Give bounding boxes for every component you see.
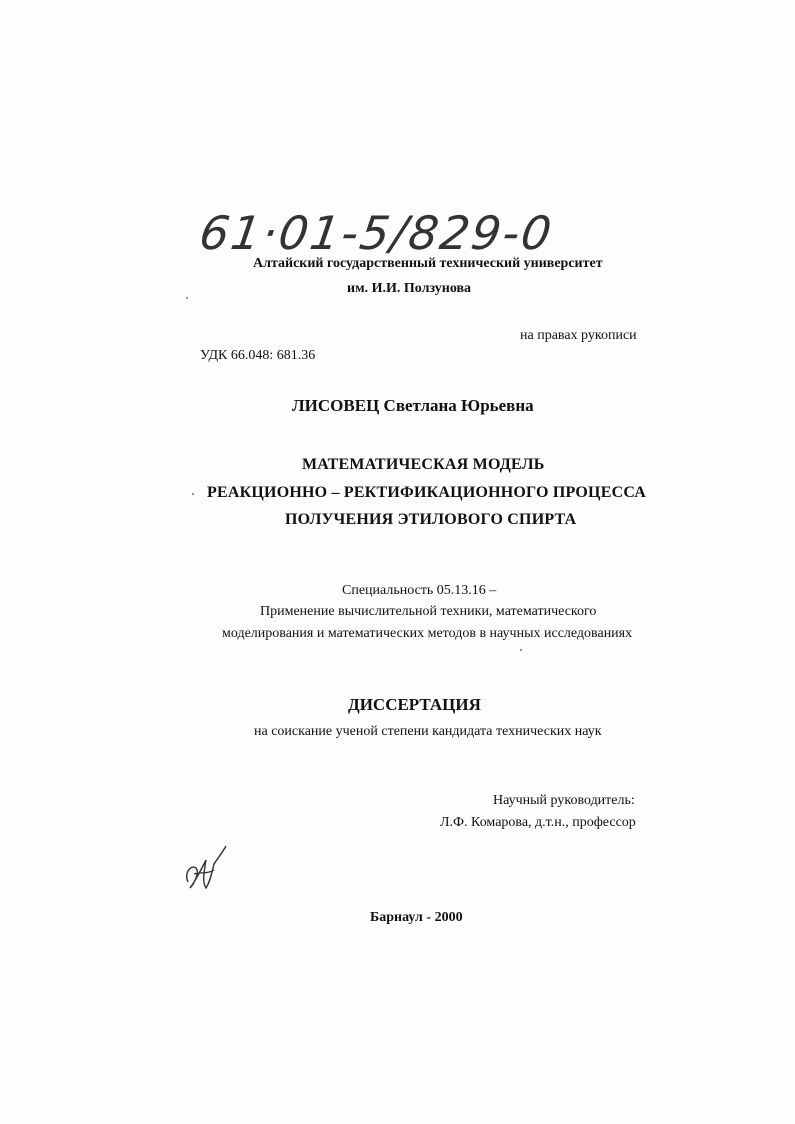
- thesis-title-line-1: МАТЕМАТИЧЕСКАЯ МОДЕЛЬ: [302, 456, 545, 473]
- document-type-heading: ДИССЕРТАЦИЯ: [348, 695, 481, 714]
- speciality-code: Специальность 05.13.16 –: [342, 583, 497, 598]
- thesis-title-line-3: ПОЛУЧЕНИЯ ЭТИЛОВОГО СПИРТА: [285, 511, 577, 528]
- scan-speck: [520, 649, 522, 651]
- university-name: Алтайский государственный технический университет: [253, 256, 603, 271]
- city-and-year: Барнаул - 2000: [370, 910, 463, 925]
- manuscript-rights-note: на правах рукописи: [520, 328, 637, 343]
- udk-code: УДК 66.048: 681.36: [200, 348, 316, 363]
- scan-speck: [186, 297, 188, 299]
- degree-statement: на соискание ученой степени кандидата технических наук: [254, 724, 602, 739]
- scan-speck: [192, 493, 194, 495]
- speciality-description-line-2: моделирования и математических методов в научных исследованиях: [222, 626, 633, 641]
- handwritten-catalog-number: 61·01-5/829-0: [196, 206, 557, 260]
- author-name: ЛИСОВЕЦ Светлана Юрьевна: [292, 396, 534, 415]
- university-name-line2: им. И.И. Ползунова: [347, 281, 472, 296]
- supervisor-label: Научный руководитель:: [493, 793, 635, 808]
- thesis-title-line-2: РЕАКЦИОННО – РЕКТИФИКАЦИОННОГО ПРОЦЕССА: [207, 484, 647, 501]
- speciality-description-line-1: Применение вычислительной техники, математического: [260, 604, 597, 619]
- handwritten-signature: [180, 838, 230, 898]
- supervisor-name: Л.Ф. Комарова, д.т.н., профессор: [440, 815, 636, 830]
